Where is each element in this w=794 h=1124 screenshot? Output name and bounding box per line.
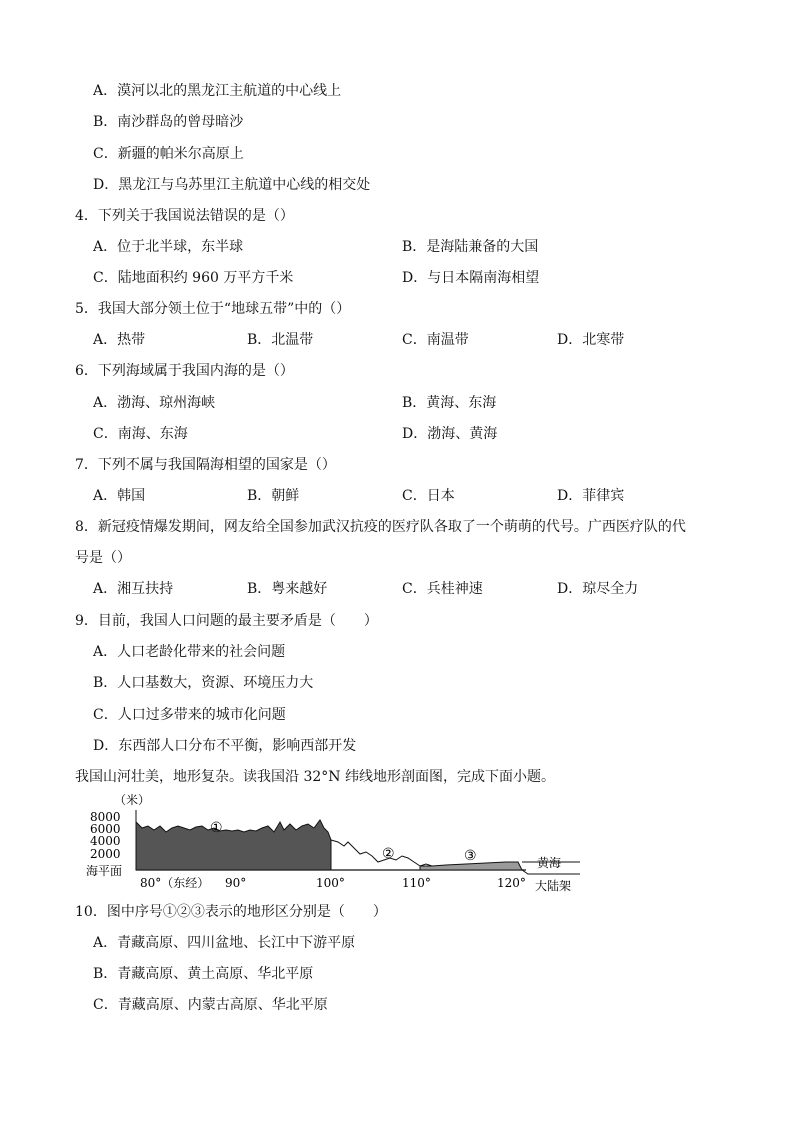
q5-stem: 5．我国大部分领土位于“地球五带”中的（）: [75, 301, 351, 317]
q5-option-c: C．南温带: [402, 332, 469, 348]
y-tick-2000: 2000: [90, 847, 121, 861]
q10-stem: 10．图中序号①②③表示的地形区分别是（ ）: [75, 904, 387, 920]
q3-option-c: C．新疆的帕米尔高原上: [93, 146, 244, 162]
x-tick-120: 120°: [497, 876, 526, 890]
q7-option-d: D．菲律宾: [557, 488, 625, 504]
q5-option-d: D．北寒带: [557, 332, 625, 348]
x-tick-100: 100°: [316, 876, 345, 890]
q8-option-b: B．粤来越好: [247, 581, 328, 597]
q9-option-a: A．人口老龄化带来的社会问题: [93, 644, 286, 660]
q7-option-c: C．日本: [402, 488, 455, 504]
q8-option-c: C．兵桂神速: [402, 581, 483, 597]
q4-option-c: C．陆地面积约 960 万平方千米: [93, 270, 294, 286]
q7-option-b: B．朝鲜: [247, 488, 300, 504]
x-tick-80: 80°（东经）: [140, 876, 210, 890]
plateau-section: [136, 820, 331, 870]
q8-stem-line2: 号是（）: [75, 550, 131, 566]
continental-shelf-line: [522, 870, 580, 874]
y-tick-6000: 6000: [90, 822, 121, 836]
y-tick-4000: 4000: [90, 834, 121, 848]
q4-option-b: B．是海陆兼备的大国: [402, 239, 539, 255]
q4-option-a: A．位于北半球，东半球: [93, 239, 244, 255]
q7-stem: 7．下列不属与我国隔海相望的国家是（）: [75, 457, 336, 473]
q3-option-d: D．黑龙江与乌苏里江主航道中心线的相交处: [93, 177, 371, 193]
figure-intro: 我国山河壮美，地形复杂。读我国沿 32°N 纬线地形剖面图，完成下面小题。: [75, 769, 555, 785]
y-tick-8000: 8000: [90, 810, 121, 824]
q10-option-b: B．青藏高原、黄土高原、华北平原: [93, 966, 314, 982]
q9-option-d: D．东西部人口分布不平衡，影响西部开发: [93, 738, 357, 754]
q10-option-c: C．青藏高原、内蒙古高原、华北平原: [93, 997, 328, 1013]
q7-option-a: A．韩国: [93, 488, 146, 504]
q6-option-c: C．南海、东海: [93, 426, 188, 442]
q9-option-b: B．人口基数大，资源、环境压力大: [93, 675, 314, 691]
q10-option-a: A．青藏高原、四川盆地、长江中下游平原: [93, 935, 356, 951]
y-axis-unit: （米）: [114, 793, 151, 807]
q9-option-c: C．人口过多带来的城市化问题: [93, 707, 286, 723]
continental-shelf-label: 大陆架: [535, 879, 572, 893]
q3-option-b: B．南沙群岛的曾母暗沙: [93, 114, 244, 130]
q8-stem-line1: 8．新冠疫情爆发期间，网友给全国参加武汉抗疫的医疗队各取了一个萌萌的代号。广西医疗队的代: [75, 519, 686, 535]
q4-option-d: D．与日本隔南海相望: [402, 270, 540, 286]
q9-stem: 9．目前，我国人口问题的最主要矛盾是（ ）: [75, 613, 378, 629]
q3-option-a: A．漠河以北的黑龙江主航道的中心线上: [93, 83, 342, 99]
terrain-profile-figure: [86, 790, 586, 896]
q6-option-b: B．黄海、东海: [402, 395, 497, 411]
q4-stem: 4．下列关于我国说法错误的是（）: [75, 208, 294, 224]
yellow-sea-label: 黄海: [537, 856, 562, 870]
marker-3: ③: [464, 848, 477, 864]
q8-option-a: A．湘互扶持: [93, 581, 174, 597]
q6-stem: 6．下列海域属于我国内海的是（）: [75, 363, 294, 379]
marker-1: ①: [210, 820, 223, 836]
marker-2: ②: [382, 846, 395, 862]
q6-option-d: D．渤海、黄海: [402, 426, 498, 442]
x-tick-110: 110°: [402, 876, 431, 890]
q5-option-b: B．北温带: [247, 332, 314, 348]
q8-option-d: D．琼尽全力: [557, 581, 639, 597]
x-tick-90: 90°: [225, 876, 247, 890]
q6-option-a: A．渤海、琼州海峡: [93, 395, 216, 411]
q5-option-a: A．热带: [93, 332, 146, 348]
sea-level-label: 海平面: [86, 864, 123, 878]
